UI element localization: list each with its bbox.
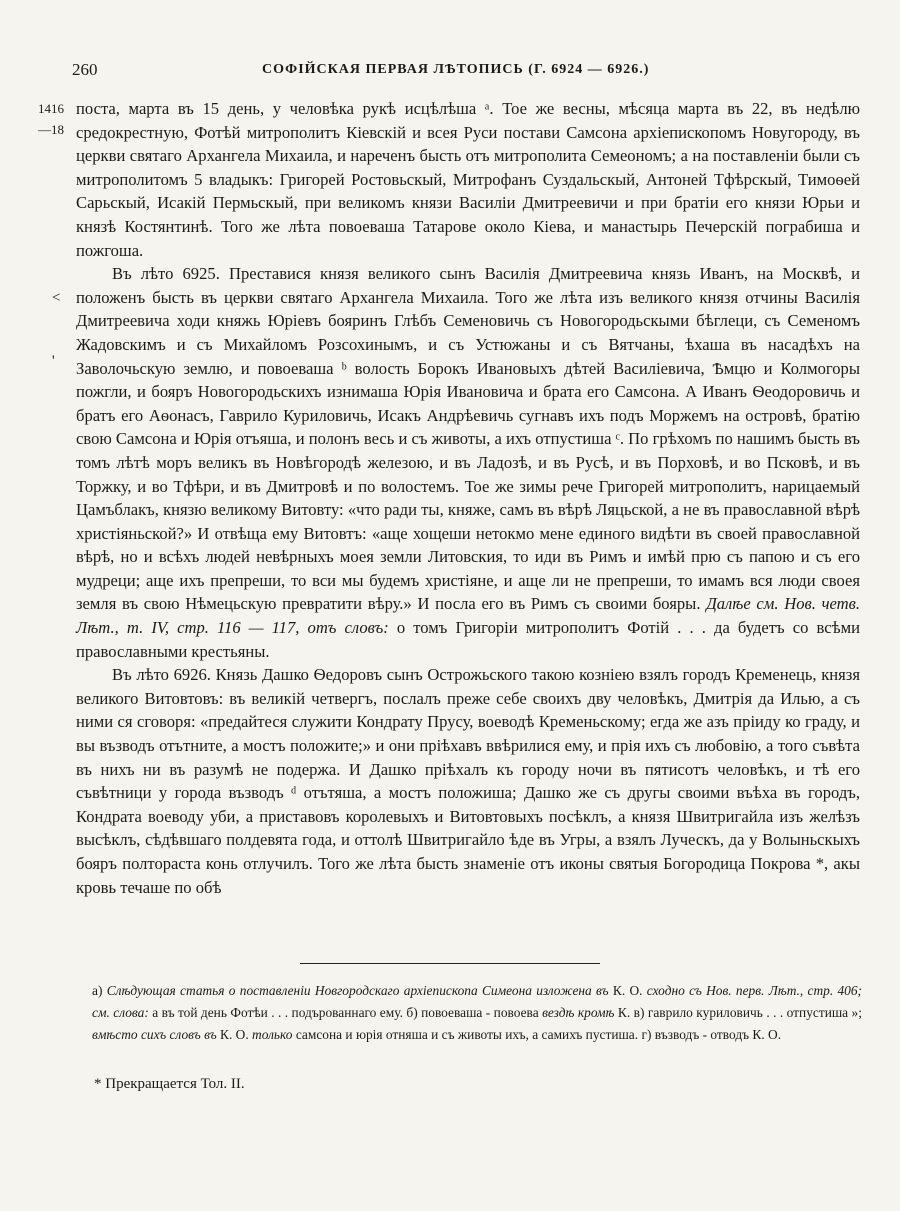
footnote-text: самсона и юрія отняша и съ животы ихъ, а самихъ пустиша. xyxy=(295,1027,639,1042)
footnote-text: повоеваша - повоева xyxy=(421,1005,539,1020)
margin-year-bottom: —18 xyxy=(38,122,64,137)
footnote-text: К. О. xyxy=(220,1027,249,1042)
footnote-italic: Слѣдующая статья о поставленіи Новгородскаго архіепископа Симеона изложена въ xyxy=(106,983,609,998)
footnote-text: гаврило куриловичь . . . отпустиша »; xyxy=(647,1005,862,1020)
paragraph: Въ лѣто 6926. Князь Дашко Ѳедоровъ сынъ Острожьского такою козніею взялъ городъ Кременець, князя великого Витовтовъ: въ великій четвергъ, послалъ преже себе своихъ дву человѣкъ, Дмитрія да Илью, а съ ними ся сговоря: «предайтеся служити Кондрату Прусу, воеводѣ Кременьскому; егда же азъ пріиду ко граду, и вы възводъ отътните, а мостъ положите;» и они пріѣхавъ ввѣрилися ему, и прія ихъ съ любовію, а того съвѣта въ нихъ ни въ разумѣ не подержа. И Дашко пріѣхалъ къ городу ночи въ пятисотъ человѣкъ, и тѣ его съвѣтници у города възводъ ᵈ отътяша, а мостъ положиша; Дашко же съ другы своими въѣха въ городъ, Кондрата воеводу уби, а приставовъ королевыхъ и Витовтовыхъ посѣклъ, а князя Швитригайла изъ желѣзъ высѣклъ, сѣдѣвшаго полдевята года, и оттолѣ Швитригайло ѣде въ Угры, а взялъ Луческъ, да у Волыньскыхъ бояръ полтораста конь отлучилъ. Того же лѣта бысть знаменіе отъ иконы святыя Богородица Покрова *, акы кровь течаше по обѣ xyxy=(76,665,860,897)
footnote-italic: вмѣсто сихъ словъ въ xyxy=(92,1027,217,1042)
footnote-label: в) xyxy=(633,1005,645,1020)
page-number: 260 xyxy=(72,60,98,79)
paragraph-text: Въ лѣто 6925. Преставися князя великого сынъ Василія Дмитреевича князь Иванъ, на Москвѣ, и положенъ бысть въ церкви святаго Архангела Михаила. Того же лѣта изъ великого князя отчины Василія Дмитреевича ходи княжь Юріевъ бояринъ Глѣбъ Семеновичь съ Новогородьскыми бѣглеци, съ Семеномъ Жадовскимъ и съ Михайломъ Розсохинымъ, и съ Устюжаны и съ Вятчаны, ѣхаша въ насадѣхъ на Заволочьскую землю, и повоеваша ᵇ волость Борокъ Ивановыхъ дѣтей Василіевича, Ѣмцю и Колмогоры пожгли, и бояръ Новогородьскихъ изнимаша Юрія Ивановича и брата его Самсона. А Иванъ Ѳеодоровичь и братъ его Аѳонасъ, Гаврило Куриловичь, Исакъ Андрѣевичь сугнавъ ихъ подъ Моржемъ на островѣ, братію свою Самсона и Юрія отъяша, и полонъ весь и съ животы, а ихъ отпустиша ᶜ. По грѣхомъ по нашимъ бысть въ томъ лѣтѣ моръ великъ въ Новѣгородѣ железою, и въ Ладозѣ, и въ Русѣ, и въ Порховѣ, и во Псковѣ, и въ Торжку, и во Тфѣри, и въ Дмитровѣ и по волостемъ. Тое же зимы рече Григорей митрополитъ, нарицаемый Цамъблакъ, князю великому Витовту: «что ради ты, княже, самъ въ вѣрѣ Ляцьской, а не въ православной вѣрѣ христіяньской?» И отвѣща ему Витовтъ: «аще хощеши нетокмо мене единого видѣти въ своей православной вѣрѣ, но и всѣхъ людей невѣрныхъ моея земли Литовския, то иди въ Римъ и имѣй прю съ папою и съ его мудреци; аще ихъ препреши, то вси мы будемъ христіяне, и аще ли не препреши, то имамъ вся люди своея земля въ свою Нѣмецьскую превратити вѣру.» И посла его въ Римъ съ своими бояры. xyxy=(76,264,860,614)
paragraph-italic-reference: Далѣе см. Нов. четв. Лѣт., т. IV, стр. 116 — 117, отъ словъ: xyxy=(76,594,860,638)
paragraph xyxy=(76,262,860,663)
running-head: СОФІЙСКАЯ ПЕРВАЯ ЛѢТОПИСЬ (Г. 6924 — 6926.) xyxy=(262,62,650,77)
paragraph: поста, марта въ 15 день, у человѣка рукѣ исцѣлѣша ᵃ. Тое же весны, мѣсяца марта въ 22, въ недѣлю средокрестную, Фотѣй митрополитъ Кіевскій и всея Руси постави Самсона архіепископомъ Новугороду, въ церкви святаго Архангела Михаила, и нареченъ бысть отъ митрополита Семеономъ; а на поставленіи были съ митрополитомъ 5 владыкъ: Григорей Ростовьскый, Митрофанъ Суздальскый, Антоней Тфѣрскый, Тимоѳей Сарьскый, Исакій Пермьскый, при великомъ князи Василіи Дмитреевичи и при братіи его князи Юрьи и князѣ Костянтинѣ. Того же лѣта повоеваша Татарове около Кіева, и манастырь Печерскій пограбиша и пожгоша. xyxy=(76,99,860,260)
footnotes xyxy=(92,980,862,1046)
paragraph-text: о томъ Григоріи митрополитъ Фотій . . . да будетъ со всѣми православными крестьяны. xyxy=(76,618,860,661)
footnote-label: г) xyxy=(641,1027,652,1042)
footnote-label: б) xyxy=(406,1005,418,1020)
footnote-text: а въ той день Фотѣи . . . подърованнаго ему. xyxy=(152,1005,403,1020)
collation-note: * Прекращается Тол. II. xyxy=(94,1076,245,1092)
footnote-italic: вездѣ кромѣ xyxy=(542,1005,615,1020)
footnote-text: К. О. xyxy=(612,983,643,998)
footnote xyxy=(92,980,862,1046)
footnote-text: възводъ - отводъ К. О. xyxy=(654,1027,782,1042)
footnote-italic: только xyxy=(252,1027,293,1042)
margin-year-top: 1416 xyxy=(38,101,64,116)
footnote-text: К. xyxy=(617,1005,631,1020)
footnote-rule xyxy=(300,963,600,964)
margin-mark: < xyxy=(52,290,61,306)
footnote-italic: сходно съ Нов. перв. Лѣт., стр. 406; см. слова: xyxy=(92,983,862,1020)
footnote-label: а) xyxy=(92,983,103,998)
body-text xyxy=(76,97,860,899)
margin-mark: ' xyxy=(52,353,55,369)
